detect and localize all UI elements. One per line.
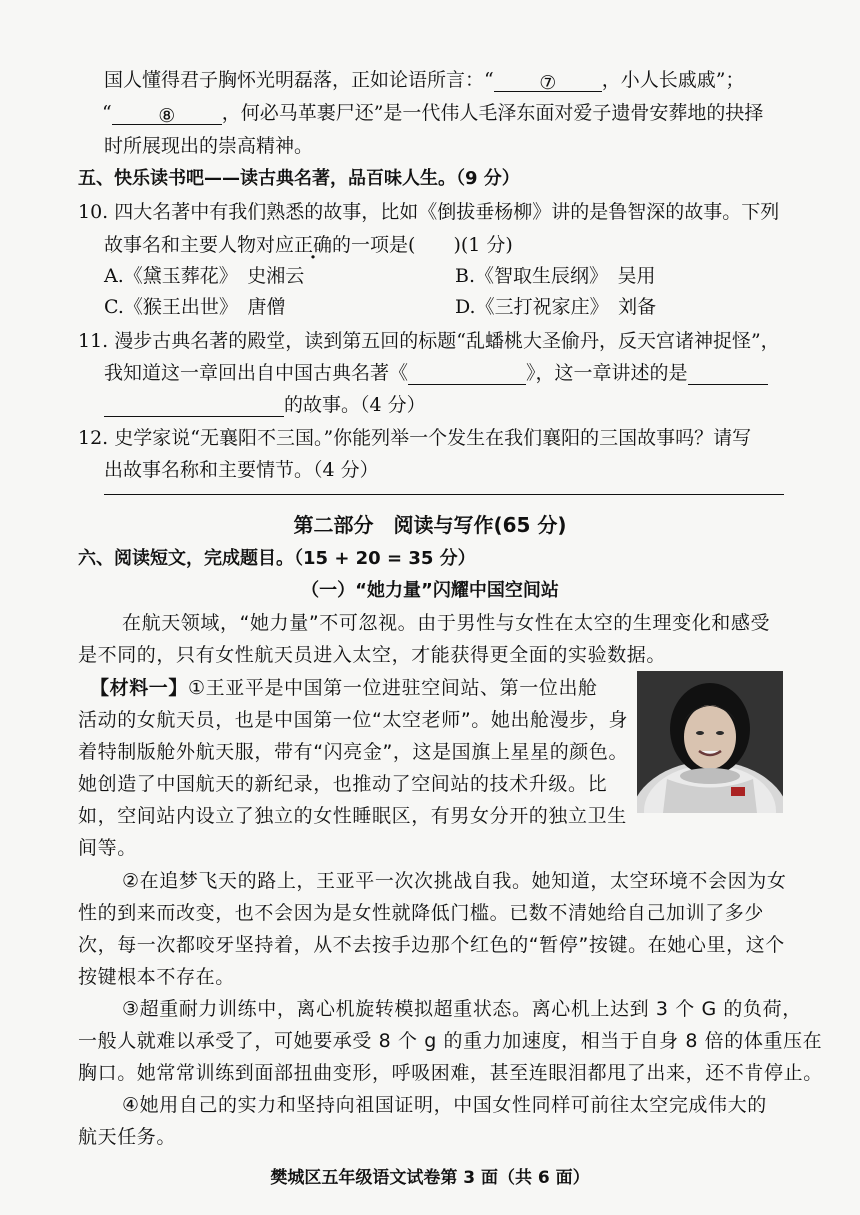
text-span: 故事名和主要人物对应 [104, 234, 295, 256]
answer-blank-8[interactable] [112, 104, 222, 125]
text-span: 的故事。（4 分） [284, 394, 426, 416]
passage-line: 是不同的，只有女性航天员进入太空，才能获得更全面的实验数据。 [78, 644, 667, 666]
text-span: ①王亚平是中国第一位进驻空间站、第一位出舱 [188, 677, 598, 699]
answer-blank-story[interactable] [688, 364, 768, 385]
question-10: 10. 四大名著中有我们熟悉的故事，比如《倒拔垂杨柳》讲的是鲁智深的故事。下列 [78, 201, 780, 223]
passage-line: ②在追梦飞天的路上，王亚平一次次挑战自我。她知道，太空环境不会因为女 [122, 870, 787, 892]
passage-line: 胸口。她常常训练到面部扭曲变形，呼吸困难，甚至连眼泪都甩了出来，还不肯停止。 [78, 1062, 823, 1084]
section-6-title: 六、阅读短文，完成题目。（15 + 20 = 35 分） [78, 548, 476, 569]
passage-line: 航天任务。 [78, 1126, 177, 1148]
astronaut-illustration [637, 671, 783, 813]
passage-line: 间等。 [78, 837, 137, 859]
page-footer: 樊城区五年级语文试卷第 3 面（共 6 面） [270, 1168, 590, 1188]
text-span: 国人懂得君子胸怀光明磊落，正如论语所言：“ [104, 69, 494, 91]
answer-blank-book[interactable] [408, 364, 526, 385]
text-span: ，小人长戚戚”； [601, 69, 745, 91]
passage-line: 她创造了中国航天的新纪录，也推动了空间站的技术升级。比 [78, 773, 608, 795]
passage-line: 性的到来而改变，也不会因为是女性就降低门槛。已数不清她给自己加训了多少 [78, 902, 765, 924]
text-line: 时所展现出的崇高精神。 [104, 135, 314, 157]
answer-blank-story-cont[interactable] [104, 396, 284, 417]
emphasis-dotted-text: 正确 [294, 234, 333, 256]
option-c[interactable]: C.《猴王出世》 唐僧 [104, 296, 286, 318]
blank-marker: ⑦ [539, 72, 557, 94]
blank-marker: ⑧ [158, 105, 176, 127]
passage-line: ③超重耐力训练中，离心机旋转模拟超重状态。离心机上达到 3 个 G 的负荷， [122, 998, 802, 1020]
question-12-line2: 出故事名称和主要情节。（4 分） [104, 459, 379, 481]
material-1-line [90, 676, 598, 700]
passage-line: 一般人就难以承受了，可她要承受 8 个 g 的重力加速度，相当于自身 8 倍的体重压在 [78, 1030, 823, 1052]
section-5-title: 五、快乐读书吧——读古典名著，品百味人生。（9 分） [78, 168, 520, 189]
passage-line: 着特制版舱外航天服，带有“闪亮金”，这是国旗上星星的颜色。 [78, 741, 629, 763]
question-11-line3 [104, 393, 426, 417]
text-span: 》，这一章讲述的是 [526, 362, 688, 384]
text-line [104, 68, 744, 92]
text-span: 的一项是( )(1 分) [332, 234, 513, 256]
question-12: 12. 史学家说“无襄阳不三国。”你能列举一个发生在我们襄阳的三国故事吗？请写 [78, 427, 752, 449]
passage-line: 如，空间站内设立了独立的女性睡眠区，有男女分开的独立卫生 [78, 805, 627, 827]
option-d[interactable]: D.《三打祝家庄》 刘备 [455, 296, 657, 318]
passage-line: 次，每一次都咬牙坚持着，从不去按手边那个红色的“暂停”按键。在她心里，这个 [78, 934, 785, 956]
astronaut-photo [637, 671, 783, 813]
material-1-label: 【材料一】 [90, 677, 189, 699]
text-line [102, 101, 763, 125]
answer-line-12[interactable] [104, 494, 784, 495]
option-a[interactable]: A.《黛玉葬花》 史湘云 [104, 265, 305, 287]
question-11: 11. 漫步古典名著的殿堂，读到第五回的标题“乱蟠桃大圣偷丹，反天宫诸神捉怪”， [78, 330, 780, 352]
question-11-line2 [104, 361, 768, 385]
part-2-title: 第二部分 阅读与写作(65 分) [293, 513, 567, 537]
question-10-line2 [104, 233, 513, 257]
text-span: “ [102, 102, 112, 124]
passage-line: 在航天领域，“她力量”不可忽视。由于男性与女性在太空的生理变化和感受 [122, 612, 771, 634]
text-span: 我知道这一章回出自中国古典名著《 [104, 362, 409, 384]
text-span: ，何必马革裹尸还”是一代伟人毛泽东面对爱子遗骨安葬地的抉择 [221, 102, 764, 124]
passage-line: 活动的女航天员，也是中国第一位“太空老师”。她出舱漫步，身 [78, 709, 629, 731]
passage-line: 按键根本不存在。 [78, 966, 235, 988]
passage-title: （一）“她力量”闪耀中国空间站 [301, 580, 559, 601]
passage-line: ④她用自己的实力和坚持向祖国证明，中国女性同样可前往太空完成伟大的 [122, 1094, 767, 1116]
answer-blank-7[interactable] [494, 71, 602, 92]
option-b[interactable]: B.《智取生辰纲》 吴用 [455, 265, 656, 287]
